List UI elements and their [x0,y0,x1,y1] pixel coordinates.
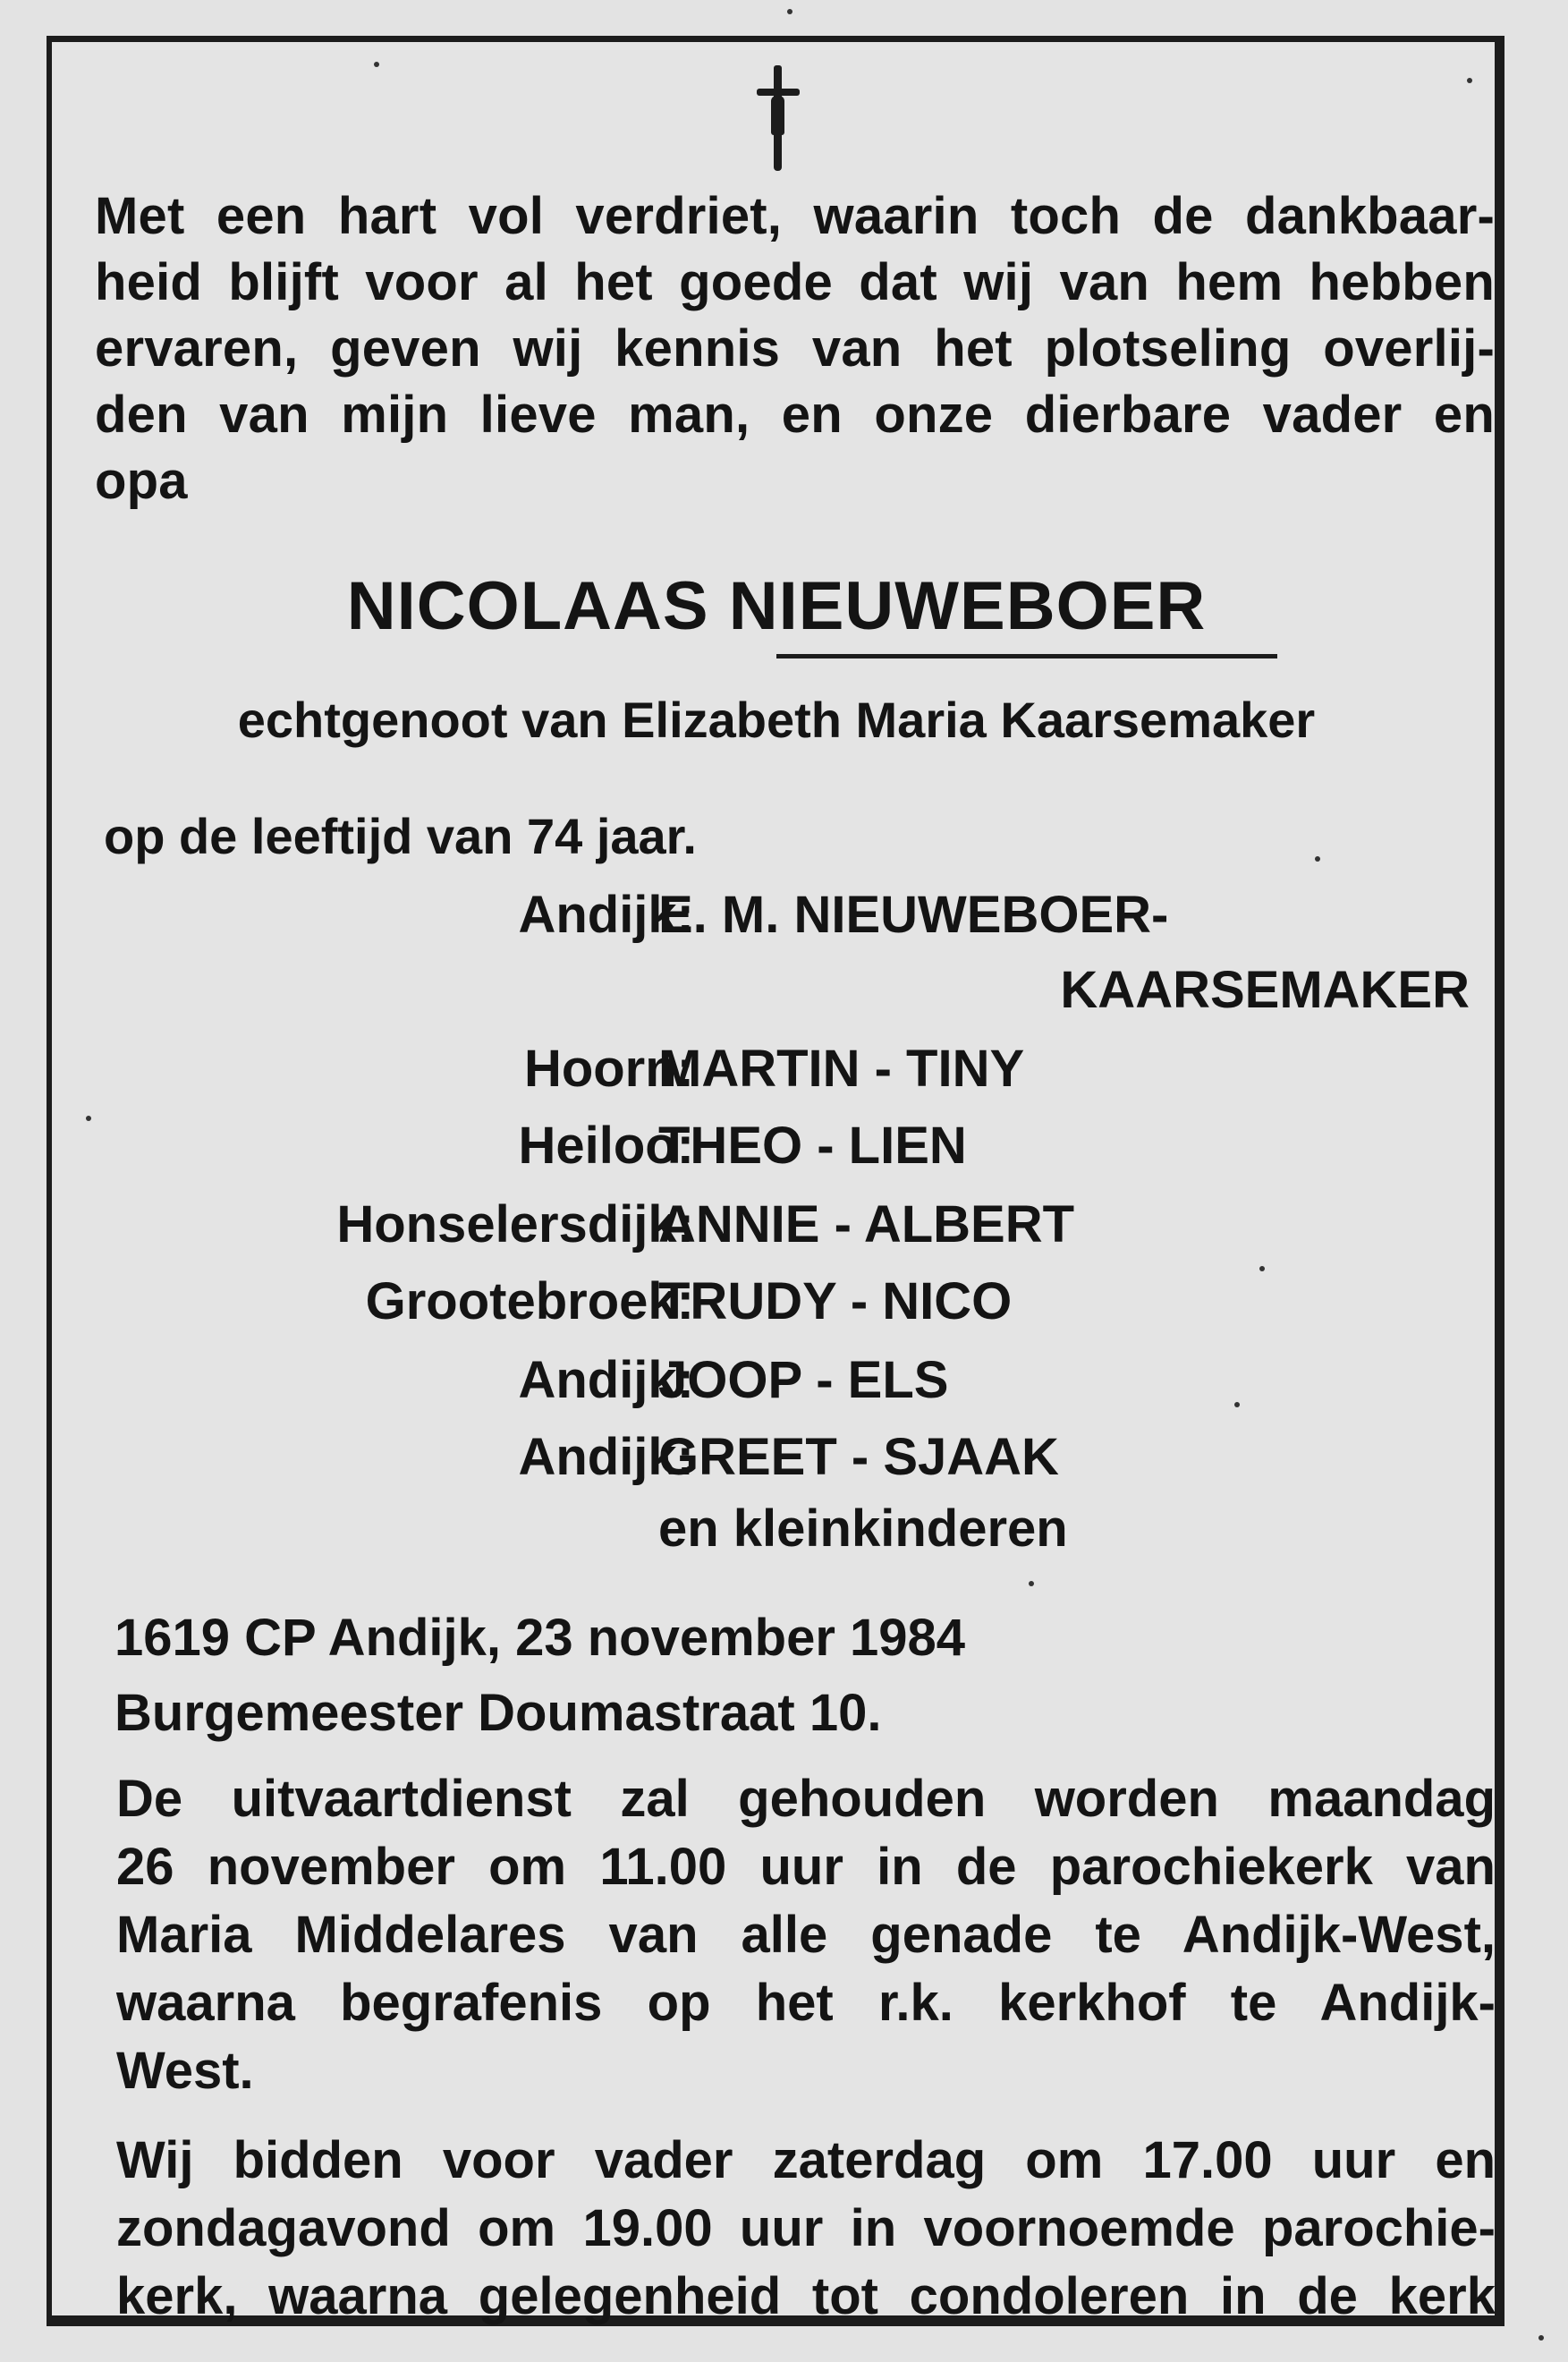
prayer-paragraph [116,2127,1496,2331]
grandchildren-line: en kleinkinderen [658,1500,1068,1558]
intro-line: heid blijft voor al het goede dat wij van hem hebben [95,253,1495,311]
intro-line: opa [95,452,188,510]
relative-names: MARTIN - TINY [658,1040,1025,1098]
funeral-line: West. [116,2042,254,2100]
speck [1029,1581,1034,1586]
relative-row [52,1187,1501,1262]
death-notice-card [47,36,1504,2326]
speck [787,9,792,14]
relative-names: TRUDY - NICO [658,1272,1013,1330]
funeral-line: 26 november om 11.00 uur in de parochiekerk van [116,1838,1496,1896]
funeral-line: waarna begrafenis op het r.k. kerkhof te Andijk- [116,1974,1496,2032]
relative-names: THEO - LIEN [658,1117,967,1175]
relative-row [52,1109,1501,1184]
prayer-line: Wij bidden voor vader zaterdag om 17.00 uur en [116,2131,1496,2189]
relative-place: Andijk: [518,1351,694,1409]
intro-line: den van mijn lieve man, en onze dierbare vader en [95,386,1495,444]
relative-row [52,1032,1501,1107]
speck [1467,78,1472,83]
relative-place: Andijk: [518,1428,694,1486]
relative-names: GREET - SJAAK [658,1428,1059,1486]
funeral-line: De uitvaartdienst zal gehouden worden maandag [116,1770,1496,1828]
relative-names: E. M. NIEUWEBOER- [658,886,1169,944]
spouse-name: Elizabeth Maria Kaarsemaker [622,692,1316,748]
intro-paragraph [95,183,1495,514]
funeral-paragraph [116,1765,1496,2105]
relative-place: Heiloo: [518,1117,694,1175]
relative-row [52,1420,1501,1495]
name-underline [776,654,1277,658]
spouse-prefix: echtgenoot van [237,692,608,748]
relative-place: Andijk: [518,886,694,944]
speck [1538,2335,1544,2341]
spouse-line [52,684,1501,756]
deceased-name: NICOLAAS NIEUWEBOER [346,568,1207,644]
speck [1315,856,1320,862]
relative-place: Hoorn: [523,1040,694,1098]
intro-line: Met een hart vol verdriet, waarin toch de dankbaar- [95,187,1495,245]
relative-row [52,1264,1501,1339]
relative-place: Grootebroek: [365,1272,694,1330]
prayer-line: kerk, waarna gelegenheid tot condoleren in de kerk [116,2267,1496,2325]
funeral-line: Maria Middelares van alle genade te Andijk-West, [116,1906,1496,1964]
prayer-line: zondagavond om 19.00 uur in voornoemde parochie- [116,2199,1496,2257]
relative-names: JOOP - ELS [658,1351,949,1409]
relative-row [52,878,1501,953]
intro-line: ervaren, geven wij kennis van het plotseling overlij- [95,319,1495,378]
age-line: op de leeftijd van 74 jaar. [104,808,697,864]
relative-names: ANNIE - ALBERT [658,1195,1075,1253]
relative-place: Honselersdijk: [336,1195,694,1253]
speck [1259,1266,1265,1271]
speck [86,1116,91,1121]
address-line: Burgemeester Doumastraat 10. [114,1684,882,1742]
speck [374,62,379,67]
relative-row [52,1343,1501,1418]
relative-names-continuation: KAARSEMAKER [1060,961,1470,1019]
address-line: 1619 CP Andijk, 23 november 1984 [114,1609,966,1667]
speck [1234,1402,1240,1407]
cross-icon [751,65,805,171]
address-block [114,1601,965,1751]
